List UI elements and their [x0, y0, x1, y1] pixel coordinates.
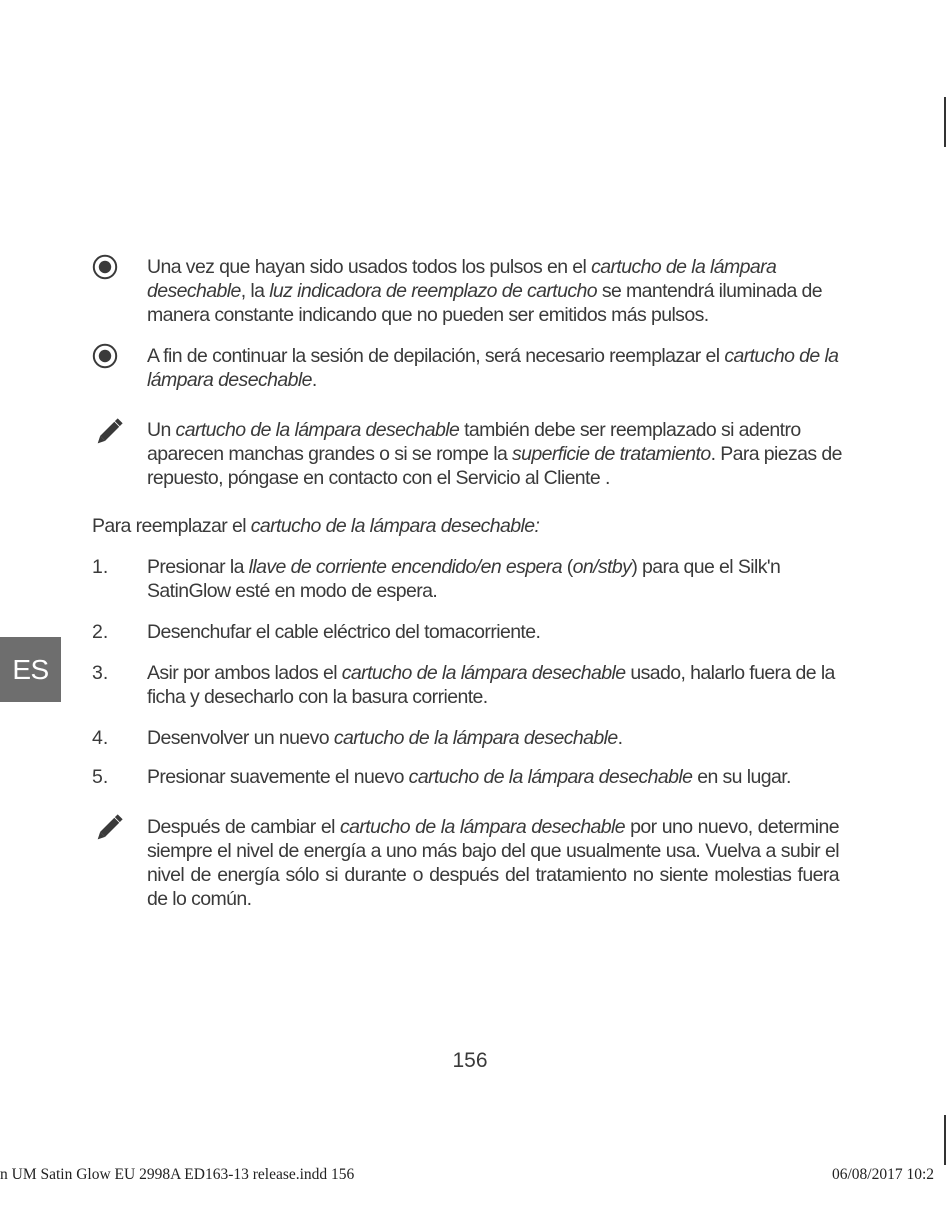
step-text	[147, 726, 857, 750]
text-run: Para reemplazar el	[92, 515, 251, 537]
radio-target-icon	[92, 343, 118, 369]
text-run: Una vez que hayan sido usados todos los pulsos en el	[147, 256, 592, 278]
print-slug-file: n UM Satin Glow EU 2998A ED163-13 release.indd 156	[0, 1166, 355, 1183]
pencil-icon	[91, 810, 127, 846]
radio-target-icon	[92, 254, 118, 280]
italic-term: luz indicadora de reemplazo de cartucho	[269, 280, 597, 302]
text-run: .	[617, 727, 623, 749]
page-number: 156	[452, 1049, 488, 1072]
language-tab	[0, 637, 61, 702]
text-run: Después de cambiar el	[147, 816, 340, 838]
text-run: se mantendrá iluminada de manera constante indicando que no pueden ser emitidos más pulsos.	[147, 280, 823, 326]
step-number: 1.	[92, 556, 109, 578]
step-number: 2.	[92, 621, 109, 643]
procedure-intro	[92, 514, 539, 538]
text-run: en su lugar.	[692, 766, 791, 788]
text-run: .	[311, 369, 317, 391]
text-run: Presionar la	[147, 556, 249, 578]
language-tab-label: ES	[12, 653, 49, 685]
italic-term: llave de corriente encendido/en espera	[248, 556, 562, 578]
step-text	[147, 765, 857, 789]
crop-mark-top	[944, 97, 946, 147]
italic-term: superficie de tratamiento	[512, 443, 711, 465]
print-slug-date: 06/08/2017 10:2	[832, 1166, 935, 1183]
text-run: usado, halarlo fuera de la ficha y desecharlo con la basura corriente.	[147, 662, 835, 708]
crop-mark-bottom	[944, 1115, 946, 1165]
step-number: 3.	[92, 662, 109, 684]
note-text	[147, 418, 857, 490]
text-run: A fin de continuar la sesión de depilación, será necesario reemplazar el	[147, 345, 725, 367]
step-number: 4.	[92, 727, 109, 749]
note-text	[147, 815, 839, 911]
text-run: . Para piezas de repuesto, póngase en contacto con el Servicio al Cliente .	[147, 443, 842, 489]
bullet-text	[147, 344, 857, 392]
italic-term: on/stby	[572, 556, 632, 578]
text-run: , la	[240, 280, 270, 302]
text-run: Un	[147, 419, 176, 441]
bullet-text	[147, 255, 857, 327]
text-run: Asir por ambos lados el	[147, 662, 342, 684]
italic-term: cartucho de la lámpara desechable	[175, 419, 460, 441]
italic-term: cartucho de la lámpara desechable	[408, 766, 693, 788]
text-run: por uno nuevo, determine siempre el nivel de energía a uno más bajo del que usualmente usa. Vuelva a subir el nivel de energía sólo si durante o después del tratamiento no siente molestias fuera de lo común.	[147, 816, 839, 910]
text-run: Presionar suavemente el nuevo	[147, 766, 409, 788]
pencil-icon	[91, 414, 127, 450]
italic-term: cartucho de la lámpara desechable	[333, 727, 618, 749]
italic-term: cartucho de la lámpara desechable	[341, 662, 626, 684]
italic-term: cartucho de la lámpara desechable	[147, 345, 839, 391]
step-text	[147, 555, 857, 603]
text-run: Desenchufar el cable eléctrico del tomacorriente.	[147, 621, 541, 643]
italic-term: cartucho de la lámpara desechable	[147, 256, 777, 302]
text-run: también debe ser reemplazado si adentro aparecen manchas grandes o si se rompe la	[147, 419, 801, 465]
text-run: Desenvolver un nuevo	[147, 727, 334, 749]
italic-term: cartucho de la lámpara desechable:	[250, 515, 540, 537]
text-run: (	[561, 556, 573, 578]
text-run: ) para que el Silk'n SatinGlow esté en modo de espera.	[147, 556, 781, 602]
step-text	[147, 620, 857, 644]
step-number: 5.	[92, 766, 109, 788]
italic-term: cartucho de la lámpara desechable	[339, 816, 626, 838]
step-text	[147, 661, 857, 709]
